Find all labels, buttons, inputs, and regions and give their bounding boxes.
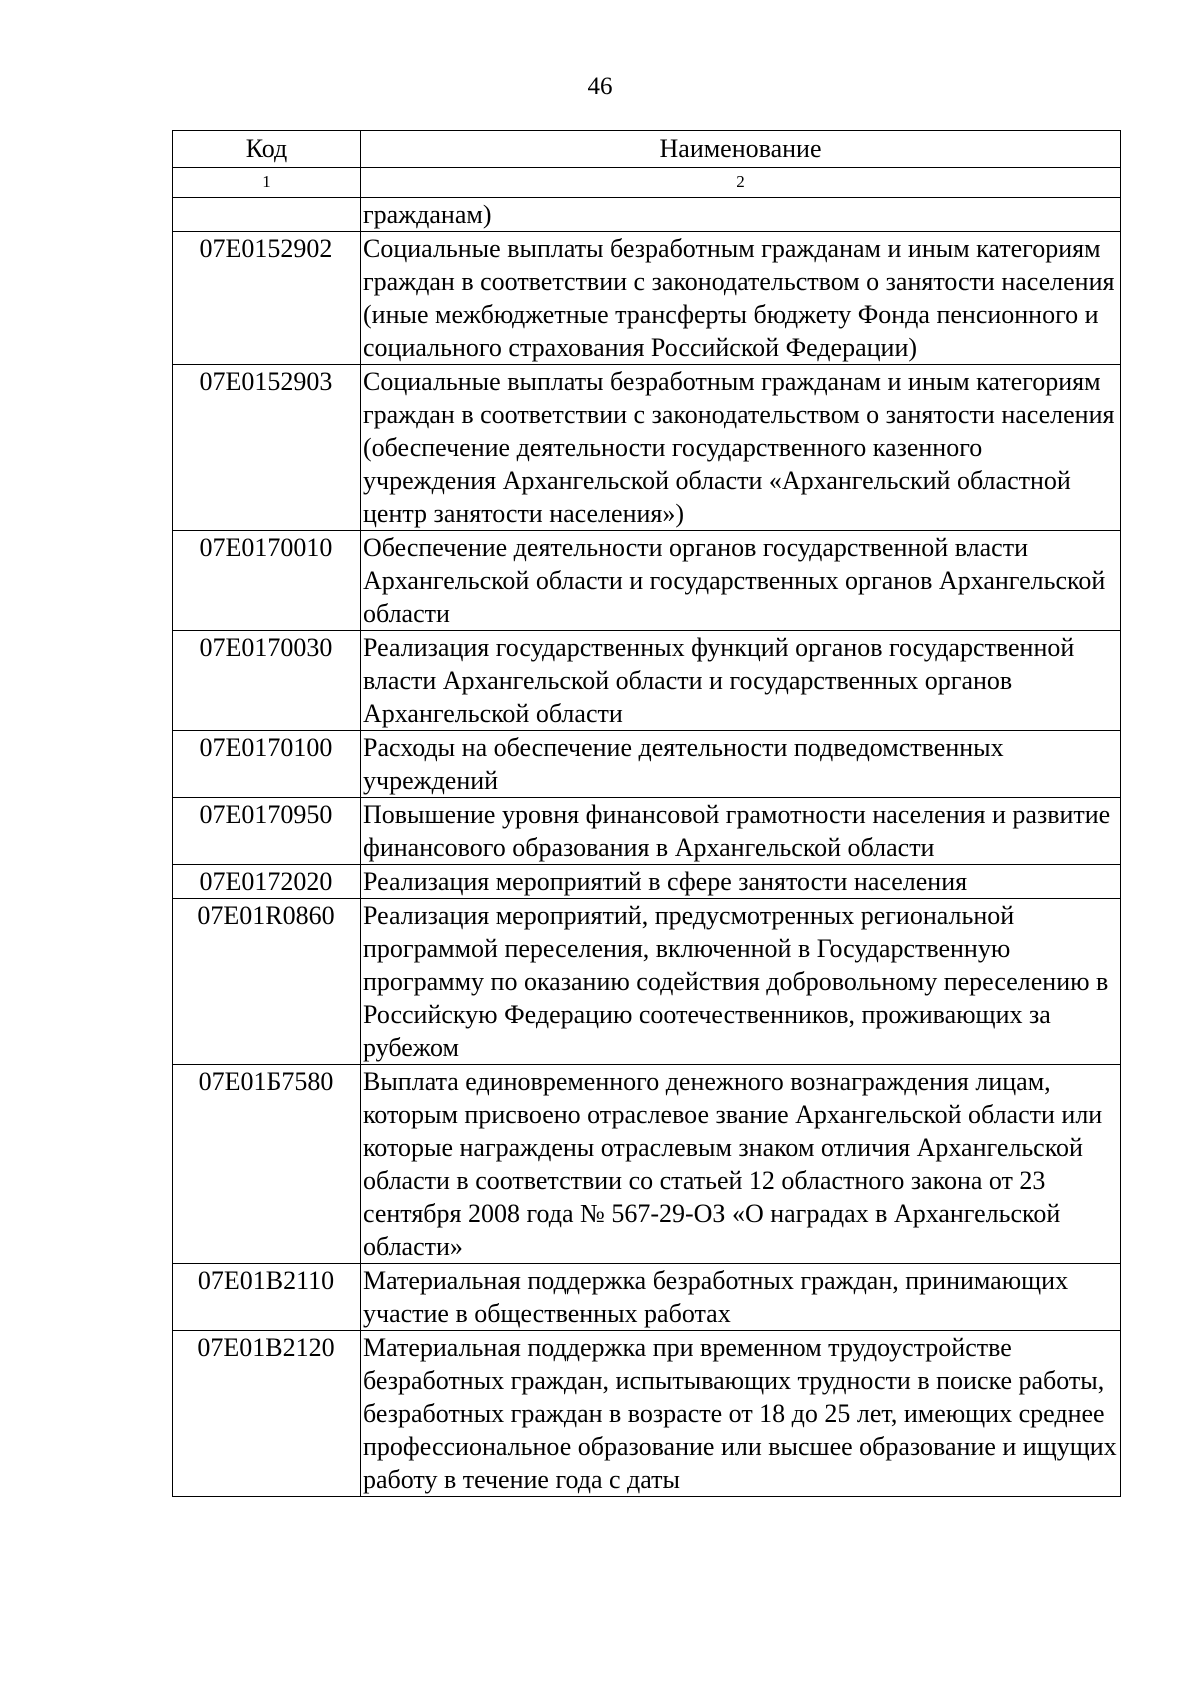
row-code: 07Е0172020 <box>173 865 361 899</box>
row-code: 07Е01В2120 <box>173 1331 361 1497</box>
table-row <box>173 731 1121 798</box>
row-code: 07Е01Б7580 <box>173 1065 361 1264</box>
row-code: 07Е0170100 <box>173 731 361 798</box>
table-row <box>173 1264 1121 1331</box>
row-name: Повышение уровня финансовой грамотности населения и развитие финансового образования в Архангельской области <box>361 798 1121 865</box>
column-number-code: 1 <box>173 168 361 198</box>
table-row <box>173 531 1121 631</box>
column-number-row <box>173 168 1121 198</box>
classification-table <box>172 130 1121 1497</box>
row-code: 07Е01R0860 <box>173 899 361 1065</box>
table-row <box>173 365 1121 531</box>
row-name: Социальные выплаты безработным гражданам и иным категориям граждан в соответствии с законодательством о занятости населения (иные межбюджетные трансферты бюджету Фонда пенсионного и социального страхования Российской Федерации) <box>361 232 1121 365</box>
column-number-name: 2 <box>361 168 1121 198</box>
row-name: Реализация мероприятий в сфере занятости населения <box>361 865 1121 899</box>
row-code: 07Е0170030 <box>173 631 361 731</box>
table-header-row <box>173 131 1121 168</box>
table-row <box>173 1065 1121 1264</box>
table-row <box>173 798 1121 865</box>
row-name: Материальная поддержка безработных граждан, принимающих участие в общественных работах <box>361 1264 1121 1331</box>
row-code: 07Е01В2110 <box>173 1264 361 1331</box>
table-row <box>173 631 1121 731</box>
table-row <box>173 232 1121 365</box>
row-name: Социальные выплаты безработным гражданам и иным категориям граждан в соответствии с законодательством о занятости населения (обеспечение деятельности государственного казенного учреждения Архангельской области «Архангельский областной центр занятости населения») <box>361 365 1121 531</box>
header-name: Наименование <box>361 131 1121 168</box>
row-name: Реализация государственных функций органов государственной власти Архангельской области и государственных органов Архангельской области <box>361 631 1121 731</box>
table-row <box>173 865 1121 899</box>
row-code: 07Е0170010 <box>173 531 361 631</box>
row-name: гражданам) <box>361 198 1121 232</box>
row-code: 07Е0152902 <box>173 232 361 365</box>
table-row <box>173 1331 1121 1497</box>
row-name: Реализация мероприятий, предусмотренных региональной программой переселения, включенной в Государственную программу по оказанию содействия добровольному переселению в Российскую Федерацию соотечественников, проживающих за рубежом <box>361 899 1121 1065</box>
row-name: Расходы на обеспечение деятельности подведомственных учреждений <box>361 731 1121 798</box>
row-code: 07Е0170950 <box>173 798 361 865</box>
table-row <box>173 899 1121 1065</box>
row-name: Материальная поддержка при временном трудоустройстве безработных граждан, испытывающих трудности в поиске работы, безработных граждан в возрасте от 18 до 25 лет, имеющих среднее профессиональное образование или высшее образование и ищущих работу в течение года с даты <box>361 1331 1121 1497</box>
row-name: Обеспечение деятельности органов государственной власти Архангельской области и государственных органов Архангельской области <box>361 531 1121 631</box>
header-code: Код <box>173 131 361 168</box>
page-number: 46 <box>587 73 613 100</box>
row-name: Выплата единовременного денежного вознаграждения лицам, которым присвоено отраслевое звание Архангельской области или которые награждены отраслевым знаком отличия Архангельской области в соответствии со статьей 12 областного закона от 23 сентября 2008 года № 567-29-ОЗ «О наградах в Архангельской области» <box>361 1065 1121 1264</box>
table-row <box>173 198 1121 232</box>
row-code: 07Е0152903 <box>173 365 361 531</box>
row-code <box>173 198 361 232</box>
